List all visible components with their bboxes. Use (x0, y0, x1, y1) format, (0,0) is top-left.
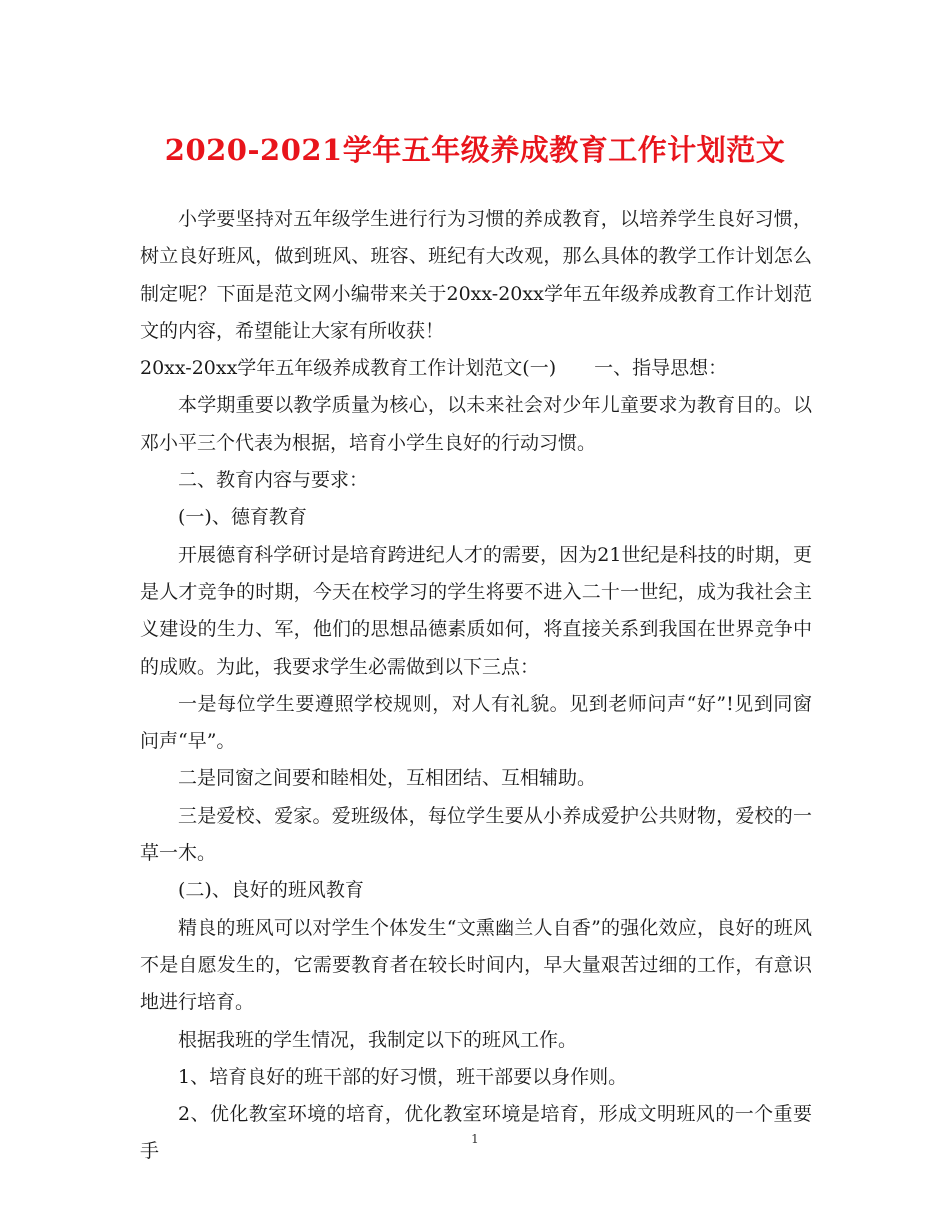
document-title: 2020-2021学年五年级养成教育工作计划范文 (164, 133, 786, 167)
paragraph-heading: 二、教育内容与要求： (178, 469, 369, 492)
paragraph: 开展德育科学研讨是培育跨进纪人才的需要，因为21世纪是科技的时期，更是人才竞争的时期，今天在校学习的学生将要不进入二十一世纪，成为我社会主义建设的生力、军，他们的思想品德素质如何，将直接关系到我国在世界竞争中的成败。为此，我要求学生必需做到以下三点： (140, 543, 812, 678)
paragraph-section-heading: 20xx-20xx学年五年级养成教育工作计划范文(一) 一、指导思想： (140, 357, 728, 380)
paragraph: 三是爱校、爱家。爱班级体，每位学生要从小养成爱护公共财物，爱校的一草一木。 (140, 804, 812, 865)
paragraph-intro: 小学要坚持对五年级学生进行行为习惯的养成教育，以培养学生良好习惯，树立良好班风，做到班风、班容、班纪有大改观，那么具体的教学工作计划怎么制定呢？下面是范文网小编带来关于20xx-20xx学年五年级养成教育工作计划范文的内容，希望能让大家有所收获！ (140, 208, 812, 342)
paragraph: 一是每位学生要遵照学校规则，对人有礼貌。见到老师问声“好”!见到同窗问声“早”。 (140, 692, 812, 753)
paragraph: 精良的班风可以对学生个体发生“文熏幽兰人自香”的强化效应，良好的班风不是自愿发生的，它需要教育者在较长时间内，早大量艰苦过细的工作，有意识地进行培育。 (140, 916, 812, 1014)
paragraph: 1、培育良好的班干部的好习惯，班干部要以身作则。 (178, 1065, 628, 1088)
paragraph-subheading: (一)、德育教育 (178, 506, 307, 529)
paragraph-subheading: (二)、良好的班风教育 (178, 879, 364, 902)
document-body (140, 201, 812, 1171)
paragraph: 根据我班的学生情况，我制定以下的班风工作。 (178, 1028, 578, 1051)
page-number: 1 (471, 1132, 479, 1146)
paragraph: 2、优化教室环境的培育，优化教室环境是培育，形成文明班风的一个重要手 (140, 1103, 812, 1163)
paragraph: 本学期重要以教学质量为核心，以未来社会对少年儿童要求为教育目的。以邓小平三个代表为根据，培育小学生良好的行动习惯。 (140, 394, 812, 454)
paragraph: 二是同窗之间要和睦相处，互相团结、互相辅助。 (178, 767, 597, 790)
